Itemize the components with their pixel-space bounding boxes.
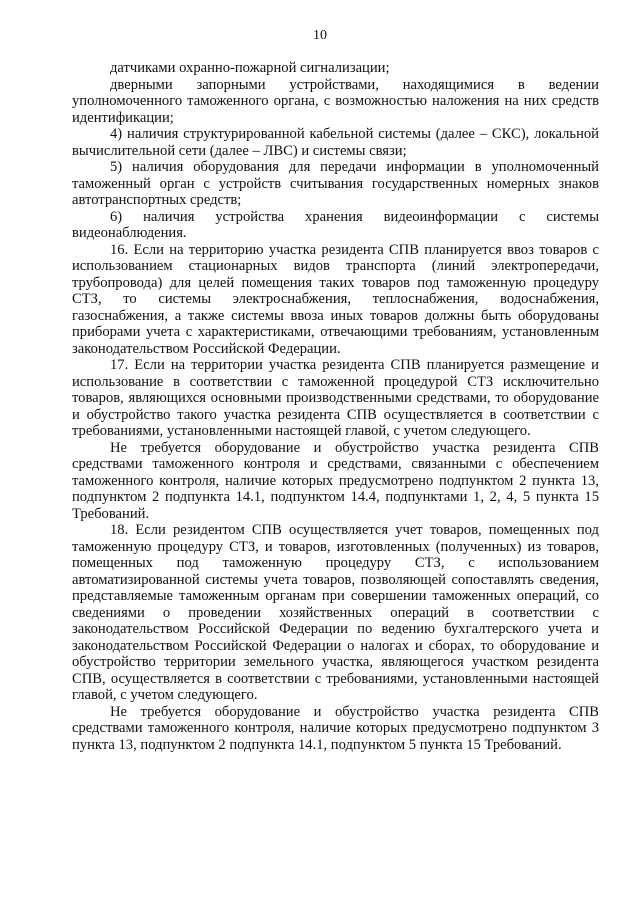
page-number: 10 — [313, 28, 327, 43]
document-body — [72, 60, 599, 753]
paragraph-item-4-cabling: 4) наличия структурированной кабельной системы (далее – СКС), локальной вычислительной сети (далее – ЛВС) и системы связи; — [72, 126, 599, 159]
paragraph-not-required-1: Не требуется оборудование и обустройство участка резидента СПВ средствами таможенного контроля и средствами, связанными с обеспечением таможенного контроля, наличие которых предусмотрено подпунктом 2 пункта 13, подпунктом 2 подпункта 14.1, подпунктом 14.4, подпунктами 1, 2, 4, 5 пункта 15 Требований. — [72, 439, 599, 522]
paragraph-section-17: 17. Если на территории участка резидента СПВ планируется размещение и использование в соответствии с таможенной процедурой СТЗ исключительно товаров, являющихся основными производственными средствами, то оборудование и обустройство такого участка резидента СПВ осуществляется в соответствии с требованиями, установленными настоящей главой, с учетом следующего. — [72, 357, 599, 439]
paragraph-not-required-2: Не требуется оборудование и обустройство участка резидента СПВ средствами таможенного контроля, наличие которых предусмотрено подпунктом 3 пункта 13, подпунктом 2 подпункта 14.1, подпунктом 5 пункта 15 Требований. — [72, 703, 599, 753]
paragraph-section-16: 16. Если на территорию участка резидента СПВ планируется ввоз товаров с использованием стационарных видов транспорта (линий электропередачи, трубопровода) для целей помещения таких товаров под таможенную процедуру СТЗ, то системы электроснабжения, теплоснабжения, водоснабжения, газоснабжения, а также системы ввоза иных товаров должны быть оборудованы приборами учета с характеристиками, отвечающими требованиям, установленным законодательством Российской Федерации. — [72, 241, 599, 357]
paragraph-item-5-transfer-equipment: 5) наличия оборудования для передачи информации в уполномоченный таможенный орган с устройств считывания государственных номерных знаков автотранспортных средств; — [72, 159, 599, 208]
paragraph-item-6-video-storage: 6) наличия устройства хранения видеоинформации с системы видеонаблюдения. — [72, 208, 599, 241]
paragraph-door-locks: дверными запорными устройствами, находящимися в ведении уполномоченного таможенного органа, с возможностью наложения на них средств идентификации; — [72, 76, 599, 126]
paragraph-fire-alarm-sensors: датчиками охранно-пожарной сигнализации; — [110, 60, 390, 76]
paragraph-section-18: 18. Если резидентом СПВ осуществляется учет товаров, помещенных под таможенную процедуру СТЗ, и товаров, изготовленных (полученных) из товаров, помещенных под таможенную процедуру СТЗ, с использованием автоматизированной системы учета товаров, позволяющей сопоставлять сведения, представляемые таможенным органам при совершении таможенных операций, со сведениями о проведении хозяйственных операций в соответствии с законодательством Российской Федерации по ведению бухгалтерского учета и законодательством Российской Федерации о налогах и сборах, то оборудование и обустройство территории земельного участка, являющегося участком резидента СПВ, осуществляется в соответствии с требованиями, установленными настоящей главой, с учетом следующего. — [72, 522, 599, 703]
